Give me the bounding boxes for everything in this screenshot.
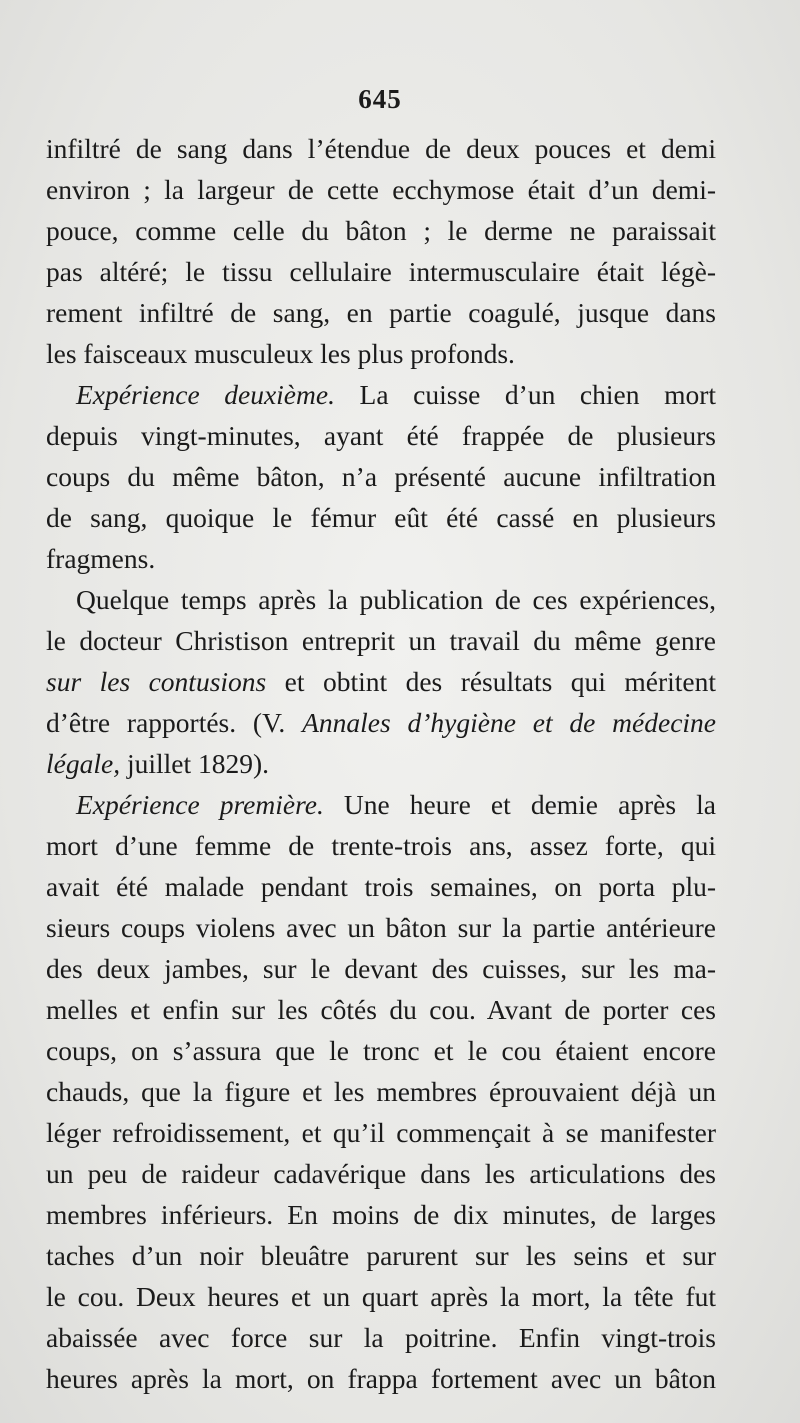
text-line: légale, juillet 1829).: [46, 748, 270, 779]
text-line: Expérience première. Une heure et demie après la: [76, 789, 716, 820]
italic-citation: Annales d’hygiène et de médecine: [302, 707, 716, 738]
text-line: taches d’un noir bleuâtre parurent sur les seins et sur: [46, 1240, 716, 1271]
text-line: melles et enfin sur les côtés du cou. Avant de porter ces: [46, 994, 716, 1025]
text-line: environ ; la largeur de cette ecchymose était d’un demi-: [46, 174, 716, 205]
italic-phrase: sur les contusions: [46, 666, 267, 697]
text-line: fragmens.: [46, 543, 156, 574]
text-line: pouce, comme celle du bâton ; le derme ne paraissait: [46, 215, 716, 246]
text-line: pas altéré; le tissu cellulaire intermusculaire était légè-: [46, 256, 716, 287]
body-text: [46, 128, 716, 1399]
text-line: infiltré de sang dans l’étendue de deux pouces et demi: [46, 133, 716, 164]
text-line: abaissée avec force sur la poitrine. Enfin vingt-trois: [46, 1322, 716, 1353]
text-line: membres inférieurs. En moins de dix minutes, de larges: [46, 1199, 716, 1230]
text-line: Expérience deuxième. La cuisse d’un chien mort: [76, 379, 717, 410]
text-line: sieurs coups violens avec un bâton sur la partie antérieure: [46, 912, 716, 943]
italic-heading: Expérience deuxième.: [76, 379, 335, 410]
text-line: des deux jambes, sur le devant des cuisses, sur les ma-: [46, 953, 716, 984]
italic-heading: Expérience première.: [76, 789, 324, 820]
text-line: depuis vingt-minutes, ayant été frappée de plusieurs: [46, 420, 716, 451]
text-line: coups, on s’assura que le tronc et le cou étaient encore: [46, 1035, 716, 1066]
text-line: d’être rapportés. (V. Annales d’hygiène et de médecine: [46, 707, 716, 738]
page-number: 645: [358, 84, 402, 114]
text-line: un peu de raideur cadavérique dans les articulations des: [46, 1158, 716, 1189]
text-line: sur les contusions et obtint des résultats qui méritent: [46, 666, 716, 697]
text-line: de sang, quoique le fémur eût été cassé en plusieurs: [46, 502, 716, 533]
text-line: les faisceaux musculeux les plus profonds.: [46, 338, 515, 369]
text-line: Quelque temps après la publication de ces expériences,: [76, 584, 716, 615]
text-line: heures après la mort, on frappa fortement avec un bâton: [46, 1363, 716, 1394]
text-line: le docteur Christison entreprit un travail du même genre: [46, 625, 716, 656]
text-line: léger refroidissement, et qu’il commençait à se manifester: [46, 1117, 716, 1148]
text-line: rement infiltré de sang, en partie coagulé, jusque dans: [46, 297, 716, 328]
text-line: chauds, que la figure et les membres éprouvaient déjà un: [46, 1076, 716, 1107]
italic-citation: légale,: [46, 748, 121, 779]
text-line: avait été malade pendant trois semaines, on porta plu-: [46, 871, 716, 902]
text-line: coups du même bâton, n’a présenté aucune infiltration: [46, 461, 716, 492]
text-line: le cou. Deux heures et un quart après la mort, la tête fut: [46, 1281, 716, 1312]
text-line: mort d’une femme de trente-trois ans, assez forte, qui: [46, 830, 716, 861]
